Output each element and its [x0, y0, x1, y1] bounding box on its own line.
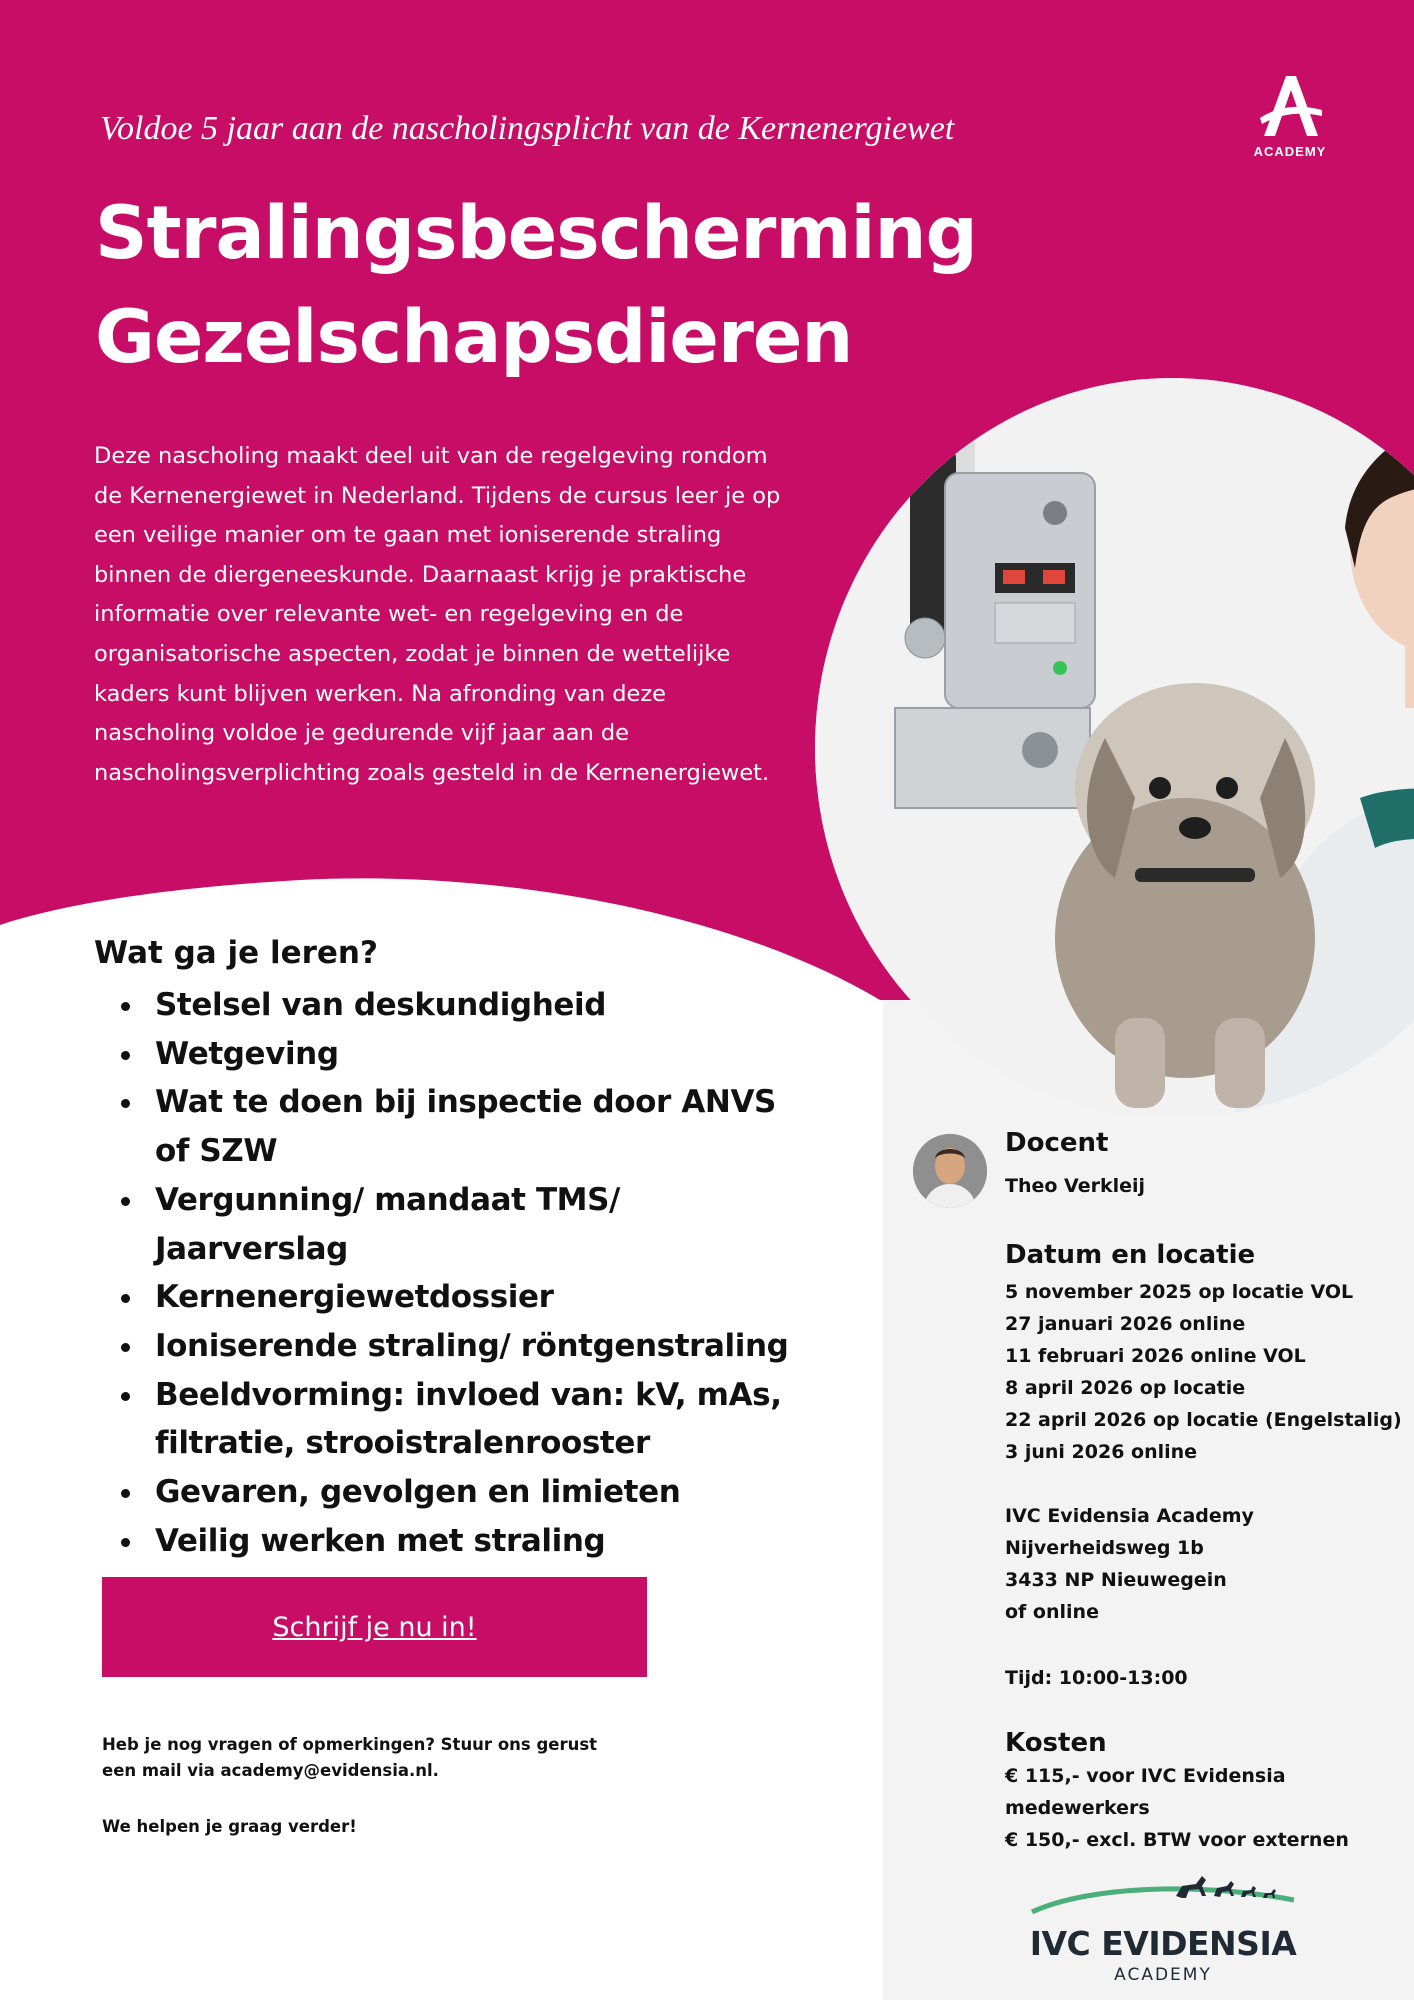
list-item: Beeldvorming: invloed van: kV, mAs, filtratie, strooistralenrooster [155, 1371, 795, 1468]
page-title [95, 182, 977, 390]
learn-list [155, 981, 795, 1565]
docent-avatar [913, 1134, 987, 1208]
list-item: Wetgeving [155, 1030, 795, 1079]
learn-heading: Wat ga je leren? [94, 935, 378, 971]
address-line: of online [1005, 1601, 1099, 1623]
date-item: 22 april 2026 op locatie (Engelstalig) [1005, 1409, 1402, 1431]
contact-text: Heb je nog vragen of opmerkingen? Stuur ons gerust een mail via academy@evidensia.nl. [102, 1735, 598, 1780]
date-item: 11 februari 2026 online VOL [1005, 1345, 1306, 1367]
schedule-dates [1005, 1276, 1402, 1468]
cost-line: € 150,- excl. BTW voor externen [1005, 1829, 1349, 1851]
title-line-1: Stralingsbescherming [95, 191, 977, 276]
list-item: Wat te doen bij inspectie door ANVS of SZW [155, 1078, 795, 1175]
docent-heading: Docent [1005, 1128, 1109, 1158]
academy-a-logo-icon [1256, 70, 1324, 140]
docent-name: Theo Verkleij [1005, 1175, 1146, 1197]
title-line-2: Gezelschapsdieren [95, 295, 853, 380]
costs-heading: Kosten [1005, 1728, 1107, 1758]
intro-paragraph: Deze nascholing maakt deel uit van de regelgeving rondom de Kernenergiewet in Nederland. Tijdens de cursus leer je op een veilige manier om te gaan met ioniserende straling binnen de diergeneeskunde. Daarnaast krijg je praktische informatie over relevante wet- en regelgeving en de organisatorische aspecten, zodat je binnen de wettelijke kaders kunt blijven werken. Na afronding van deze nascholing voldoe je gedurende vijf jaar aan de nascholingsverplichting zoals gesteld in de Kernenergiewet. [94, 443, 781, 786]
subtitle: Voldoe 5 jaar aan de nascholingsplicht van de Kernenergiewet [100, 110, 955, 147]
list-item: Ioniserende straling/ röntgenstraling [155, 1322, 795, 1371]
ivc-evidensia-logo [1028, 1870, 1298, 1985]
date-item: 5 november 2025 op locatie VOL [1005, 1281, 1354, 1303]
list-item: Gevaren, gevolgen en limieten [155, 1468, 795, 1517]
time-text: Tijd: 10:00-13:00 [1005, 1667, 1188, 1689]
location-address [1005, 1500, 1254, 1628]
date-item: 27 januari 2026 online [1005, 1313, 1246, 1335]
address-line: IVC Evidensia Academy [1005, 1505, 1254, 1527]
academy-logo [1240, 70, 1340, 180]
list-item: Vergunning/ mandaat TMS/ Jaarverslag [155, 1176, 795, 1273]
ivc-evidensia-logo-text: IVC EVIDENSIA [1029, 1924, 1297, 1963]
list-item: Veilig werken met straling [155, 1517, 795, 1566]
costs-lines [1005, 1760, 1349, 1856]
signup-link[interactable]: Schrijf je nu in! [272, 1611, 477, 1643]
cost-line: medewerkers [1005, 1797, 1150, 1819]
ivc-evidensia-animals-arc-icon [1028, 1870, 1298, 1920]
teacher-avatar-icon [913, 1134, 987, 1208]
date-item: 3 juni 2026 online [1005, 1441, 1198, 1463]
academy-logo-text: ACADEMY [1253, 144, 1327, 159]
signup-button[interactable] [102, 1577, 647, 1677]
date-item: 8 april 2026 op locatie [1005, 1377, 1246, 1399]
list-item: Kernenergiewetdossier [155, 1273, 795, 1322]
cost-line: € 115,- voor IVC Evidensia [1005, 1765, 1286, 1787]
address-line: Nijverheidsweg 1b [1005, 1537, 1204, 1559]
help-text: We helpen je graag verder! [102, 1817, 357, 1836]
address-line: 3433 NP Nieuwegein [1005, 1569, 1227, 1591]
list-item: Stelsel van deskundigheid [155, 981, 795, 1030]
academy-logo-subtext: ACADEMY [1114, 1965, 1212, 1985]
schedule-heading: Datum en locatie [1005, 1240, 1256, 1270]
